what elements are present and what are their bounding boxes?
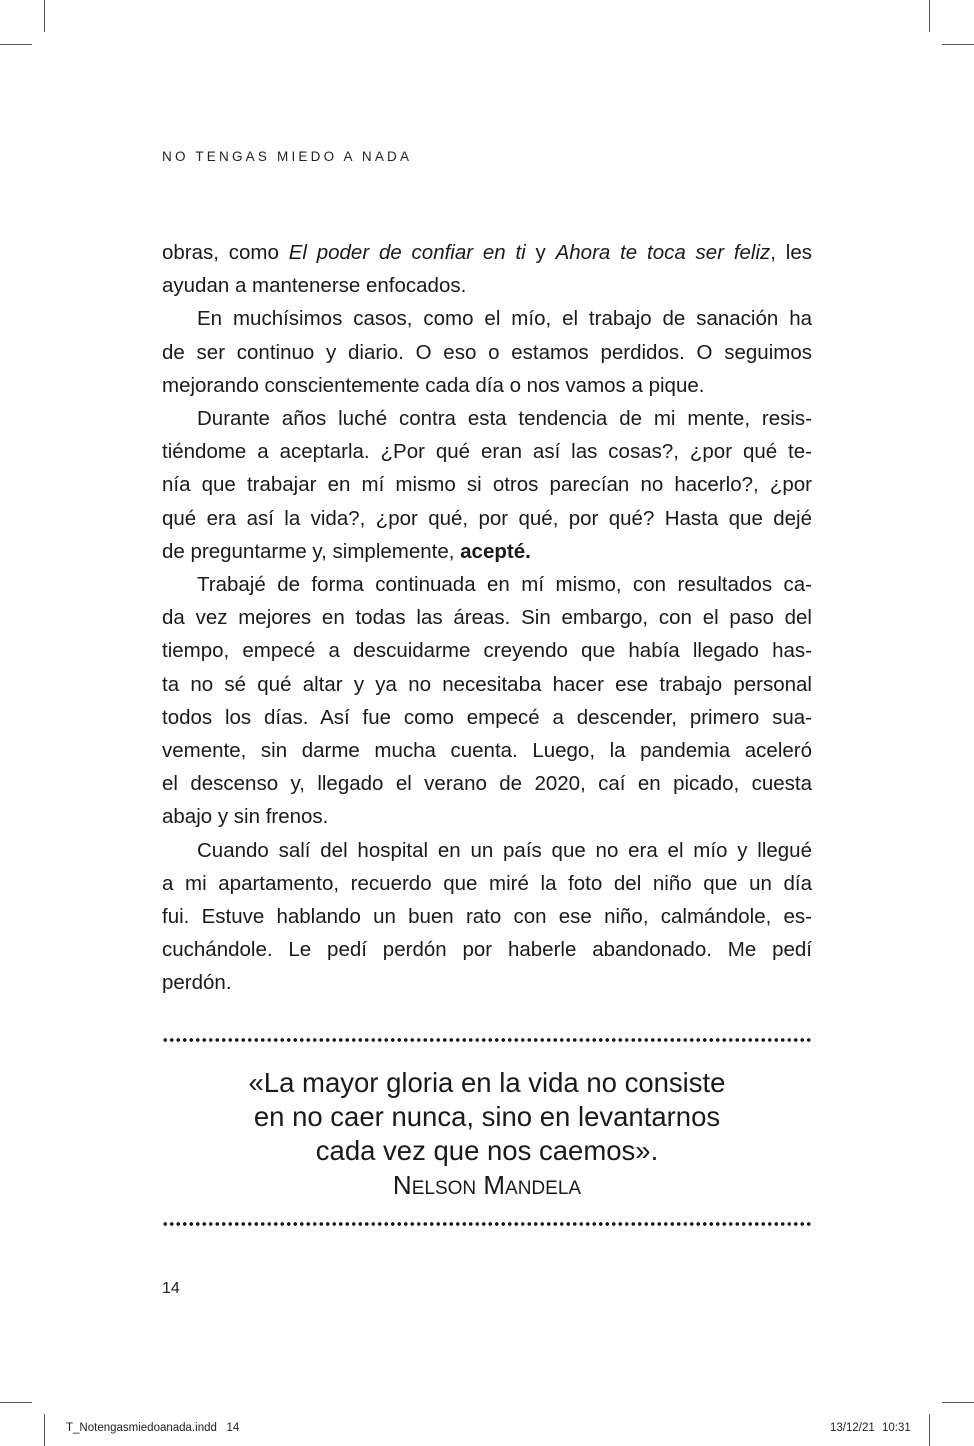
slug-timestamp — [830, 1422, 911, 1434]
text-line: nía que trabajar en mí mismo si otros parecían no hacerlo?, ¿por — [162, 473, 812, 497]
paragraph — [162, 236, 812, 302]
crop-mark — [44, 0, 45, 32]
text-line: Trabajé de forma continuada en mí mismo, con resultados ca- — [197, 573, 812, 597]
text-line: de preguntarme y, simplemente, acepté. — [162, 539, 531, 563]
text-line: ayudan a mantenerse enfocados. — [162, 274, 467, 298]
text-line: el descenso y, llegado el verano de 2020, caí en picado, cuesta — [162, 772, 812, 796]
crop-mark — [929, 1414, 930, 1446]
pull-quote — [162, 1066, 812, 1168]
crop-mark — [0, 44, 32, 45]
emphasis: acepté. — [460, 539, 531, 563]
text-line: fui. Estuve hablando un buen rato con ese niño, calmándole, es- — [162, 905, 812, 929]
dotted-rule-bottom — [162, 1221, 812, 1227]
paragraph — [162, 834, 812, 1000]
text-line: obras, como El poder de confiar en ti y Ahora te toca ser feliz, les — [162, 241, 812, 264]
text-line: tiéndome a aceptarla. ¿Por qué eran así las cosas?, ¿por qué te- — [162, 440, 812, 464]
crop-mark — [0, 1402, 32, 1403]
text-line: abajo y sin frenos. — [162, 805, 329, 829]
slug-filename: T_Notengasmiedoanada.indd 14 — [66, 1422, 240, 1434]
paragraph — [162, 402, 812, 568]
text-line: qué era así la vida?, ¿por qué, por qué, por qué? Hasta que dejé — [162, 506, 812, 530]
text-line: cuchándole. Le pedí perdón por haberle abandonado. Me pedí — [162, 938, 812, 962]
body-text — [162, 236, 812, 1000]
quote-line: en no caer nunca, sino en levantarnos — [253, 1101, 721, 1132]
quote-line: cada vez que nos caemos». — [315, 1135, 659, 1166]
dotted-rule-top — [162, 1037, 812, 1043]
quote-line: «La mayor gloria en la vida no consiste — [248, 1067, 726, 1098]
crop-mark — [44, 1414, 45, 1446]
text-line: En muchísimos casos, como el mío, el trabajo de sanación ha — [197, 307, 812, 331]
crop-mark — [942, 44, 974, 45]
text-line: ta no sé qué altar y ya no necesitaba hacer ese trabajo personal — [162, 672, 812, 696]
text-line: mejorando conscientemente cada día o nos vamos a pique. — [162, 373, 705, 397]
text-line: da vez mejores en todas las áreas. Sin embargo, con el paso del — [162, 606, 812, 630]
paragraph — [162, 568, 812, 834]
text-line: a mi apartamento, recuerdo que miré la foto del niño que un día — [162, 871, 812, 895]
text-line: todos los días. Así fue como empecé a descender, primero sua- — [162, 705, 812, 729]
text-line: Cuando salí del hospital en un país que no era el mío y llegué — [197, 838, 812, 862]
book-title: El poder de confiar en ti — [288, 241, 526, 264]
slug-time: 10:31 — [881, 1422, 911, 1434]
quote-author: NELSON MANDELA — [392, 1170, 582, 1200]
book-title: Ahora te toca ser feliz — [555, 241, 771, 264]
page-number: 14 — [162, 1280, 180, 1297]
crop-mark — [929, 0, 930, 32]
text-line: perdón. — [162, 971, 232, 995]
text-line: tiempo, empecé a descuidarme creyendo que había llegado has- — [162, 639, 812, 663]
text-line: vemente, sin darme mucha cuenta. Luego, la pandemia aceleró — [162, 739, 812, 763]
paragraph — [162, 302, 812, 402]
crop-mark — [942, 1402, 974, 1403]
slug-date: 13/12/21 — [830, 1422, 875, 1434]
text-line: de ser continuo y diario. O eso o estamos perdidos. O seguimos — [162, 340, 812, 364]
text-line: Durante años luché contra esta tendencia de mi mente, resis- — [197, 407, 812, 431]
running-head: NO TENGAS MIEDO A NADA — [162, 149, 413, 164]
